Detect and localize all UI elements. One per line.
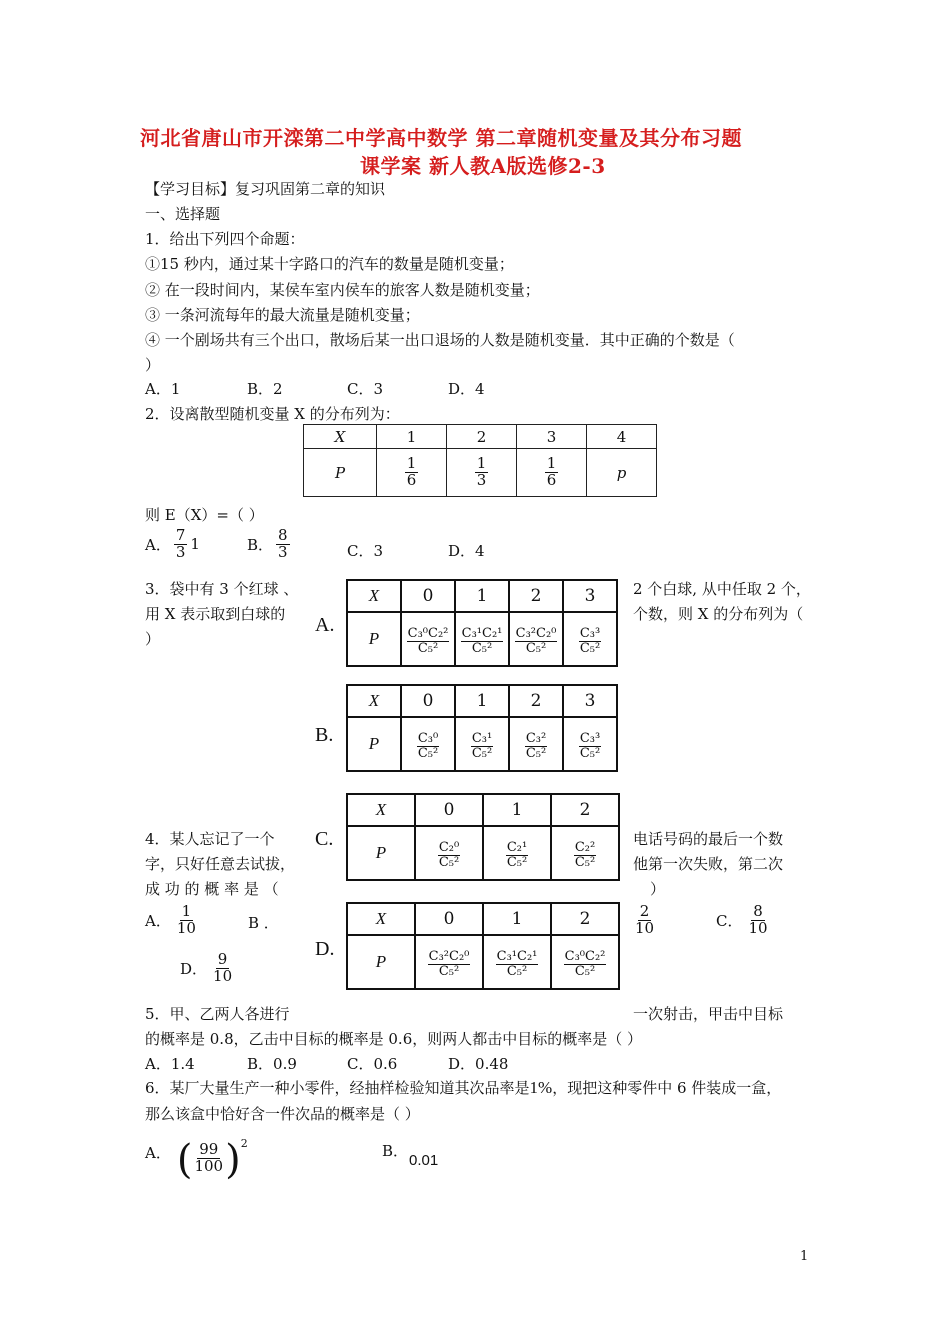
q3-option-b-table <box>346 684 618 772</box>
q4-text-left3: 成 功 的 概 率 是 （ <box>145 880 279 898</box>
q3-option-c-letter: C. <box>315 828 334 850</box>
fraction-numerator: 1 <box>181 902 192 920</box>
combination-numerator: C₃⁰C₂² <box>564 948 606 964</box>
combination-denominator: C₅² <box>417 641 439 656</box>
q4-option-b-value <box>633 904 656 937</box>
p-value <box>455 612 509 666</box>
x-value: 0 <box>415 903 483 935</box>
q4-text-right1: 电话号码的最后一个数 <box>633 830 784 848</box>
p-label: P <box>347 935 415 989</box>
q6-option-b-value: 0.01 <box>409 1152 439 1169</box>
q5-text-left: 5．甲、乙两人各进行 <box>145 1005 290 1023</box>
q2-x-value: 3 <box>517 425 587 449</box>
q2-p-label: P <box>304 449 377 497</box>
x-value: 1 <box>455 580 509 612</box>
q3-option-d-letter: D. <box>315 938 335 960</box>
x-label: X <box>347 794 415 826</box>
p-label: P <box>347 612 401 666</box>
q6-line1-end: ，现把这种零件中 6 件装成一盒， <box>552 1079 782 1097</box>
fraction-denominator: 3 <box>476 471 487 489</box>
combination-denominator: C₅² <box>579 641 601 656</box>
x-value: 1 <box>483 903 551 935</box>
doc-title-line2: 课学案 新人教A版选修2-3 <box>360 154 606 178</box>
fraction-denominator: 100 <box>194 1156 224 1175</box>
option-prefix: D． <box>180 959 208 978</box>
fraction-numerator: 1 <box>546 454 557 473</box>
q2-option-c: C．3 <box>347 542 384 560</box>
q4-text-left2: 字，只好任意去试拔， <box>145 855 296 873</box>
fraction-denominator: 10 <box>213 966 233 985</box>
q5-text-right: 一次射击，甲击中目标 <box>633 1005 784 1023</box>
x-value: 3 <box>563 685 617 717</box>
x-label: X <box>347 580 401 612</box>
x-value: 1 <box>455 685 509 717</box>
x-value: 2 <box>551 794 619 826</box>
q1-prop1: ①15 秒内，通过某十字路口的汽车的数量是随机变量； <box>145 255 514 273</box>
x-label: X <box>347 903 415 935</box>
q6-option-b-prefix: B． <box>382 1142 409 1160</box>
q2-ask: 则 E（X）=（ ） <box>145 506 264 524</box>
section-heading: 一、选择题 <box>145 205 221 223</box>
combination-denominator: C₅² <box>438 855 460 870</box>
combination-numerator: C₂² <box>574 839 596 855</box>
q2-p-value: p <box>587 449 657 497</box>
fraction-denominator: 6 <box>406 471 417 489</box>
combination-numerator: C₃²C₂⁰ <box>515 625 557 641</box>
q2-option-a <box>145 528 200 561</box>
fraction-denominator: 3 <box>175 542 186 561</box>
p-value <box>415 935 483 989</box>
x-value: 2 <box>551 903 619 935</box>
combination-numerator: C₃³ <box>579 730 601 746</box>
fraction-numerator: 1 <box>406 454 417 473</box>
q1-option-d: D．4 <box>448 380 485 398</box>
combination-numerator: C₃³ <box>579 625 601 641</box>
combination-denominator: C₅² <box>506 964 528 979</box>
exponent: 2 <box>240 1137 248 1150</box>
q2-x-label: X <box>304 425 377 449</box>
p-value <box>551 826 619 880</box>
combination-denominator: C₅² <box>506 855 528 870</box>
q2-x-value: 1 <box>377 425 447 449</box>
q3-option-b-letter: B. <box>315 724 334 746</box>
page-number: 1 <box>800 1249 809 1264</box>
q1-prop2: ② 在一段时间内，某侯车室内侯车的旅客人数是随机变量； <box>145 281 540 299</box>
option-prefix: A． <box>145 911 171 930</box>
fraction-denominator: 6 <box>546 471 557 489</box>
p-value <box>483 935 551 989</box>
combination-numerator: C₂⁰ <box>438 839 460 855</box>
q6-line1-start: 6．某厂大量生产一种小零件，经抽样检验知道其次品率是 <box>145 1079 530 1097</box>
q4-text-right2: 他第一次失败，第二次 <box>633 855 784 873</box>
doc-title-line1: 河北省唐山市开滦第二中学高中数学 第二章随机变量及其分布习题 <box>140 126 742 150</box>
option-prefix: A． <box>145 1144 171 1162</box>
fraction-numerator: 8 <box>278 526 288 544</box>
combination-denominator: C₅² <box>438 964 460 979</box>
q1-prop3: ③ 一条河流每年的最大流量是随机变量； <box>145 306 420 324</box>
q1-stem: 1．给出下列四个命题： <box>145 230 305 248</box>
fraction-numerator: 8 <box>753 902 763 920</box>
x-value: 3 <box>563 580 617 612</box>
combination-denominator: C₅² <box>574 855 596 870</box>
fraction-denominator: 10 <box>176 918 196 937</box>
option-suffix: 1 <box>190 535 200 554</box>
q2-option-d: D．4 <box>448 542 485 560</box>
combination-numerator: C₃² <box>525 730 547 746</box>
q6-rate: 1% <box>529 1078 553 1097</box>
q2-p-value <box>447 449 517 497</box>
q2-x-value: 2 <box>447 425 517 449</box>
option-prefix: C． <box>716 911 743 930</box>
combination-numerator: C₂¹ <box>506 839 528 855</box>
q1-prop4: ④ 一个剧场共有三个出口，散场后某一出口退场的人数是随机变量．其中正确的个数是（ <box>145 331 735 349</box>
combination-numerator: C₃¹ <box>471 730 493 746</box>
combination-denominator: C₅² <box>471 746 493 761</box>
combination-denominator: C₅² <box>579 746 601 761</box>
p-value <box>401 612 455 666</box>
fraction-numerator: 9 <box>217 950 228 968</box>
right-paren: ) <box>225 1137 241 1183</box>
p-value <box>563 717 617 771</box>
q5-option-d: D．0.48 <box>448 1055 509 1073</box>
p-value <box>483 826 551 880</box>
p-value <box>509 717 563 771</box>
q6-line1 <box>145 1077 781 1098</box>
x-value: 1 <box>483 794 551 826</box>
x-value: 0 <box>401 685 455 717</box>
x-value: 0 <box>401 580 455 612</box>
q1-option-c: C．3 <box>347 380 384 398</box>
fraction-denominator: 3 <box>278 542 288 561</box>
q4-text-right3: ） <box>650 880 666 898</box>
q3-option-a-table <box>346 579 618 667</box>
q2-stem: 2．设离散型随机变量 X 的分布列为： <box>145 405 400 423</box>
option-prefix: B． <box>247 535 274 554</box>
q5-line2: 的概率是 0.8，乙击中目标的概率是 0.6，则两人都击中目标的概率是（ ） <box>145 1030 643 1048</box>
q3-option-d-table <box>346 902 620 990</box>
q3-option-a-letter: A. <box>315 614 335 636</box>
q3-option-c-table <box>346 793 620 881</box>
q3-text-left3: ） <box>145 630 161 648</box>
combination-numerator: C₃⁰C₂² <box>407 625 449 641</box>
q3-text-left1: 3．袋中有 3 个红球 、 <box>145 580 299 598</box>
p-value <box>509 612 563 666</box>
q1-prop4-close: ） <box>145 356 161 374</box>
p-value <box>455 717 509 771</box>
combination-numerator: C₃¹C₂¹ <box>496 948 538 964</box>
option-prefix: A． <box>145 535 171 554</box>
q3-text-left2: 用 X 表示取到白球的 <box>145 605 286 623</box>
q2-p-value <box>517 449 587 497</box>
fraction-numerator: 2 <box>639 902 650 920</box>
x-label: X <box>347 685 401 717</box>
p-label: P <box>347 717 401 771</box>
q1-option-a: A．1 <box>145 380 181 398</box>
x-value: 0 <box>415 794 483 826</box>
q5-option-a: A．1.4 <box>145 1055 195 1073</box>
q2-distribution-table <box>303 424 657 497</box>
q3-text-right1: 2 个白球, 从中任取 2 个， <box>633 580 811 598</box>
q4-option-b-prefix: B ． <box>248 914 279 932</box>
q4-option-d <box>180 952 234 985</box>
q4-text-left1: 4．某人忘记了一个 <box>145 830 275 848</box>
p-value <box>563 612 617 666</box>
left-paren: ( <box>176 1137 193 1183</box>
combination-numerator: C₃²C₂⁰ <box>428 948 470 964</box>
q2-option-b <box>247 528 293 561</box>
q6-line2: 那么该盒中恰好含一件次品的概率是（ ） <box>145 1105 420 1123</box>
q2-x-value: 4 <box>587 425 657 449</box>
fraction-denominator: 10 <box>635 918 655 937</box>
fraction-numerator: 99 <box>199 1140 219 1158</box>
q5-option-c: C．0.6 <box>347 1055 398 1073</box>
p-value <box>401 717 455 771</box>
q5-option-b: B．0.9 <box>247 1055 297 1073</box>
x-value: 2 <box>509 685 563 717</box>
q6-option-a <box>145 1137 248 1183</box>
p-value <box>415 826 483 880</box>
fraction-numerator: 7 <box>175 526 186 544</box>
learning-objective: 【学习目标】复习巩固第二章的知识 <box>145 180 386 198</box>
fraction-numerator: 1 <box>476 454 487 473</box>
combination-numerator: C₃⁰ <box>417 730 439 746</box>
combination-denominator: C₅² <box>574 964 596 979</box>
combination-denominator: C₅² <box>471 641 493 656</box>
p-label: P <box>347 826 415 880</box>
combination-numerator: C₃¹C₂¹ <box>461 625 503 641</box>
combination-denominator: C₅² <box>525 641 547 656</box>
q3-text-right2: 个数，则 X 的分布列为（ <box>633 605 804 623</box>
combination-denominator: C₅² <box>417 746 439 761</box>
q4-option-c <box>716 904 770 937</box>
combination-denominator: C₅² <box>525 746 547 761</box>
q1-option-b: B．2 <box>247 380 283 398</box>
q2-p-value <box>377 449 447 497</box>
p-value <box>551 935 619 989</box>
q4-option-a <box>145 904 198 937</box>
fraction-denominator: 10 <box>748 918 768 937</box>
x-value: 2 <box>509 580 563 612</box>
